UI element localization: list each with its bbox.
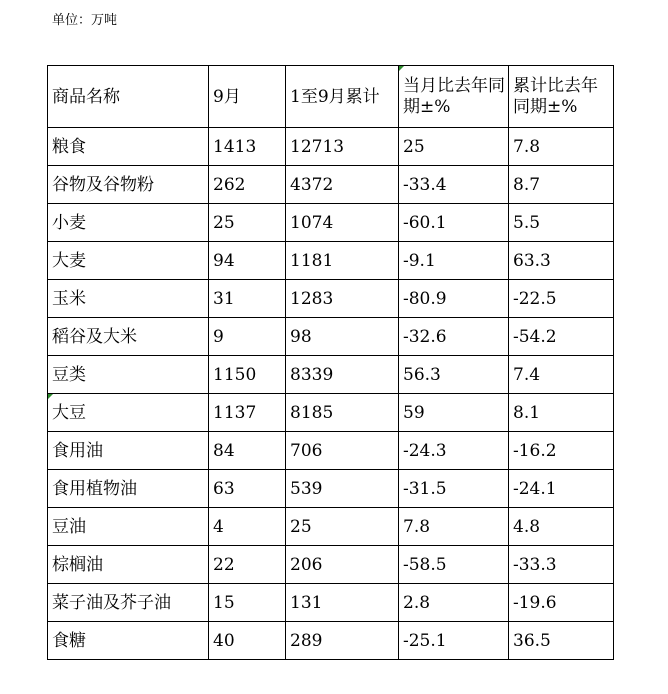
- cell-month-yoy: -33.4: [399, 166, 509, 204]
- comment-marker-icon: [48, 394, 53, 399]
- cell-name: 小麦: [48, 204, 209, 242]
- cell-september: 40: [209, 622, 286, 660]
- cell-september: 22: [209, 546, 286, 584]
- cell-month-yoy: -80.9: [399, 280, 509, 318]
- table-row: [48, 356, 614, 394]
- table-row: [48, 584, 614, 622]
- import-data-table: [47, 65, 614, 660]
- cell-september: 262: [209, 166, 286, 204]
- cell-name: 菜子油及芥子油: [48, 584, 209, 622]
- cell-name: 粮食: [48, 128, 209, 166]
- table-row: [48, 546, 614, 584]
- table-row: [48, 508, 614, 546]
- table-row: [48, 128, 614, 166]
- table-row: [48, 394, 614, 432]
- cell-name: 食用植物油: [48, 470, 209, 508]
- cell-september: 15: [209, 584, 286, 622]
- cell-cumulative: 8339: [286, 356, 399, 394]
- cell-name: [48, 394, 209, 432]
- header-row: [48, 66, 614, 128]
- cell-cumulative-yoy: 7.4: [509, 356, 614, 394]
- cell-cumulative: 206: [286, 546, 399, 584]
- cell-cumulative: 1283: [286, 280, 399, 318]
- cell-month-yoy: -9.1: [399, 242, 509, 280]
- cell-month-yoy: -24.3: [399, 432, 509, 470]
- cell-name: 稻谷及大米: [48, 318, 209, 356]
- cell-september: 1413: [209, 128, 286, 166]
- cell-cumulative-yoy: -24.1: [509, 470, 614, 508]
- cell-month-yoy: 2.8: [399, 584, 509, 622]
- cell-cumulative-yoy: -19.6: [509, 584, 614, 622]
- cell-cumulative: 289: [286, 622, 399, 660]
- header-cumulative-yoy: 累计比去年同期±%: [509, 66, 614, 128]
- cell-cumulative-yoy: 36.5: [509, 622, 614, 660]
- cell-name: 谷物及谷物粉: [48, 166, 209, 204]
- table-row: [48, 242, 614, 280]
- cell-cumulative-yoy: -22.5: [509, 280, 614, 318]
- cell-name: 食糖: [48, 622, 209, 660]
- header-product-name: 商品名称: [48, 66, 209, 128]
- header-cumulative: 1至9月累计: [286, 66, 399, 128]
- cell-cumulative-yoy: 8.7: [509, 166, 614, 204]
- cell-month-yoy: 56.3: [399, 356, 509, 394]
- unit-label: 单位：万吨: [52, 13, 118, 28]
- table-row: [48, 204, 614, 242]
- cell-september: 9: [209, 318, 286, 356]
- cell-cumulative: 539: [286, 470, 399, 508]
- table-row: [48, 470, 614, 508]
- cell-cumulative-yoy: -54.2: [509, 318, 614, 356]
- cell-cumulative-yoy: 4.8: [509, 508, 614, 546]
- cell-name: 豆类: [48, 356, 209, 394]
- cell-name: 棕榈油: [48, 546, 209, 584]
- cell-cumulative: 12713: [286, 128, 399, 166]
- cell-september: 63: [209, 470, 286, 508]
- cell-september: 84: [209, 432, 286, 470]
- cell-cumulative: 8185: [286, 394, 399, 432]
- cell-cumulative-yoy: -33.3: [509, 546, 614, 584]
- cell-september: 25: [209, 204, 286, 242]
- comment-marker-icon: [399, 66, 404, 71]
- cell-month-yoy: -31.5: [399, 470, 509, 508]
- cell-september: 94: [209, 242, 286, 280]
- header-month-yoy-text: 当月比去年同期±%: [403, 75, 505, 117]
- cell-month-yoy: 25: [399, 128, 509, 166]
- cell-name: 大麦: [48, 242, 209, 280]
- cell-september: 1137: [209, 394, 286, 432]
- cell-month-yoy: 7.8: [399, 508, 509, 546]
- cell-cumulative-yoy: 8.1: [509, 394, 614, 432]
- header-month-yoy: [399, 66, 509, 128]
- cell-cumulative: 706: [286, 432, 399, 470]
- table-row: [48, 622, 614, 660]
- cell-name: 玉米: [48, 280, 209, 318]
- cell-september: 31: [209, 280, 286, 318]
- cell-month-yoy: -60.1: [399, 204, 509, 242]
- cell-cumulative: 4372: [286, 166, 399, 204]
- cell-name-text: 大豆: [52, 402, 86, 423]
- cell-month-yoy: -32.6: [399, 318, 509, 356]
- cell-name: 食用油: [48, 432, 209, 470]
- cell-september: 4: [209, 508, 286, 546]
- cell-month-yoy: 59: [399, 394, 509, 432]
- cell-cumulative-yoy: 5.5: [509, 204, 614, 242]
- cell-cumulative: 25: [286, 508, 399, 546]
- cell-cumulative-yoy: 63.3: [509, 242, 614, 280]
- cell-september: 1150: [209, 356, 286, 394]
- cell-cumulative-yoy: 7.8: [509, 128, 614, 166]
- cell-cumulative: 1181: [286, 242, 399, 280]
- cell-name: 豆油: [48, 508, 209, 546]
- table-row: [48, 280, 614, 318]
- cell-cumulative: 131: [286, 584, 399, 622]
- table-row: [48, 318, 614, 356]
- cell-cumulative-yoy: -16.2: [509, 432, 614, 470]
- table-row: [48, 166, 614, 204]
- header-september: 9月: [209, 66, 286, 128]
- cell-month-yoy: -58.5: [399, 546, 509, 584]
- cell-cumulative: 98: [286, 318, 399, 356]
- table-row: [48, 432, 614, 470]
- cell-month-yoy: -25.1: [399, 622, 509, 660]
- cell-cumulative: 1074: [286, 204, 399, 242]
